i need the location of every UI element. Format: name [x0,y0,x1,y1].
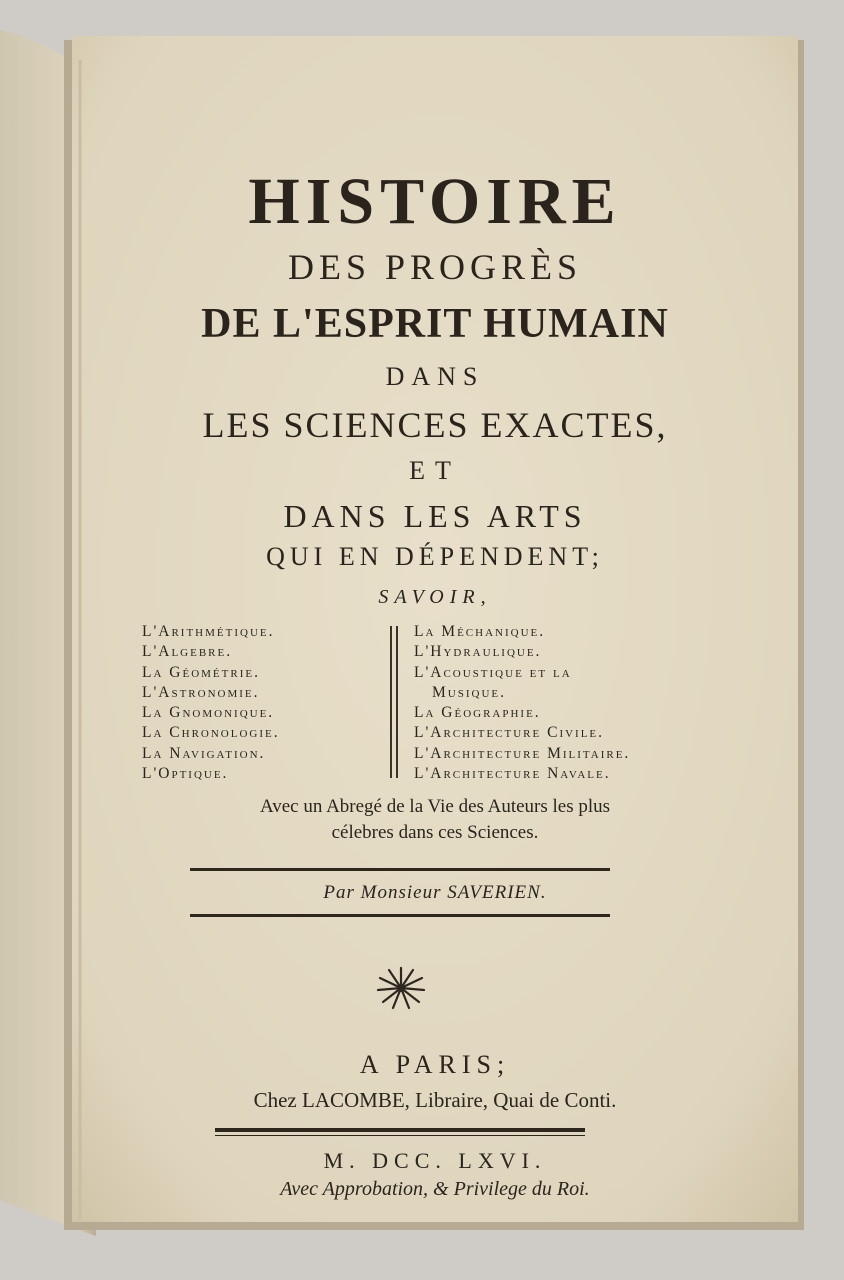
title-line-5: ET [409,456,461,485]
subject-item: La Gnomonique. [142,704,275,722]
publisher-line: Chez LACOMBE, Libraire, Quai de Conti. [253,1088,617,1112]
column-divider [390,626,392,778]
title-line-7: QUI EN DÉPENDENT; [266,542,604,571]
title-line-4: LES SCIENCES EXACTES, [202,405,668,445]
subject-item: L'Acoustique et la [414,663,572,681]
subject-item: L'Architecture Navale. [414,765,611,783]
place-line: A PARIS; [359,1050,511,1079]
subject-item: La Chronologie. [142,724,280,742]
title-page-content [70,36,800,1222]
book-title: HISTOIRE [248,165,622,238]
rule-top [190,868,610,871]
abrege-line-1: Avec un Abregé de la Vie des Auteurs les plus [259,796,611,817]
subject-item: L'Architecture Civile. [414,724,605,742]
subject-item: L'Algebre. [142,643,233,661]
rule-bottom [190,914,610,917]
subject-item: L'Architecture Militaire. [414,744,631,762]
column-divider [396,626,398,778]
rule-double-thin [215,1135,585,1136]
approbation-line: Avec Approbation, & Privilege du Roi. [280,1178,590,1200]
subjects-left-list [142,622,280,784]
subject-item: L'Optique. [142,765,229,783]
subject-item: La Géographie. [414,704,541,722]
abrege-line-2: célebres dans ces Sciences. [331,822,539,843]
subjects-right-list [414,622,630,784]
title-line-2: DE L'ESPRIT HUMAIN [201,301,669,347]
subject-item: La Navigation. [142,744,266,762]
subject-item: La Méchanique. [414,623,546,640]
title-line-1: DES PROGRÈS [287,247,583,287]
rule-double [215,1128,585,1132]
date-line: M. DCC. LXVI. [323,1148,547,1173]
subject-item: Musique. [432,683,506,701]
author-line: Par Monsieur SAVERIEN. [323,882,547,903]
subject-item: L'Arithmétique. [142,623,275,640]
title-line-3: DANS [385,362,485,391]
subject-item: L'Hydraulique. [414,643,542,661]
title-line-6: DANS LES ARTS [283,498,587,534]
subject-item: L'Astronomie. [142,683,260,701]
fleuron-ornament-icon [375,964,427,1012]
savoir-heading: SAVOIR, [378,586,492,608]
subject-item: La Géométrie. [142,663,260,681]
